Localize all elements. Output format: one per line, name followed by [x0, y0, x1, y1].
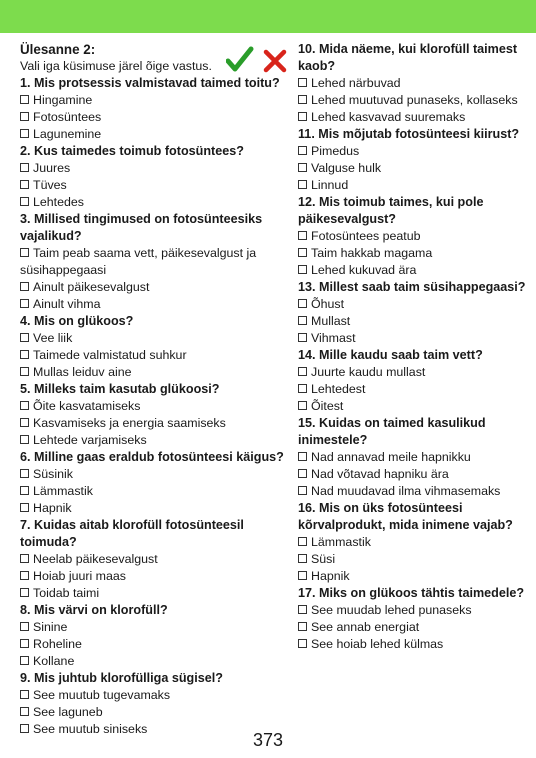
answer-option[interactable] — [20, 483, 292, 500]
answer-option-label: Õite kasvatamiseks — [33, 399, 141, 413]
answer-option-label: Nad võtavad hapniku ära — [311, 467, 449, 481]
answer-option[interactable] — [298, 551, 530, 568]
checkbox-icon[interactable] — [20, 401, 29, 410]
question-text: 16. Mis on üks fotosünteesi kõrvalprodukt, mida inimene vajab? — [298, 501, 513, 532]
question-text: 13. Millest saab taim süsihappegaasi? — [298, 280, 526, 294]
answer-option-label: Lehed kukuvad ära — [311, 263, 417, 277]
checkbox-icon[interactable] — [298, 163, 307, 172]
question-text: 14. Mille kaudu saab taim vett? — [298, 348, 483, 362]
answer-option[interactable] — [20, 687, 292, 704]
answer-option-label: Hoiab juuri maas — [33, 569, 126, 583]
answer-option-label: Toidab taimi — [33, 586, 100, 600]
answer-option[interactable] — [298, 398, 530, 415]
answer-option[interactable] — [298, 262, 530, 279]
checkbox-icon[interactable] — [298, 265, 307, 274]
checkbox-icon[interactable] — [20, 299, 29, 308]
checkbox-icon[interactable] — [20, 248, 29, 257]
checkbox-icon[interactable] — [298, 469, 307, 478]
answer-option-label: Linnud — [311, 178, 349, 192]
checkbox-icon[interactable] — [20, 163, 29, 172]
checkbox-icon[interactable] — [20, 622, 29, 631]
answer-option-label: Hingamine — [33, 93, 93, 107]
question-text: 11. Mis mõjutab fotosünteesi kiirust? — [298, 127, 520, 141]
checkbox-icon[interactable] — [20, 588, 29, 597]
checkbox-icon[interactable] — [298, 248, 307, 257]
answer-option[interactable] — [20, 704, 292, 721]
answer-option[interactable] — [298, 636, 530, 653]
answer-option[interactable] — [298, 143, 530, 160]
checkbox-icon[interactable] — [20, 350, 29, 359]
answer-option[interactable] — [20, 160, 292, 177]
question-text: 6. Milline gaas eraldub fotosünteesi käigus? — [20, 450, 284, 464]
page-number: 373 — [252, 730, 284, 750]
answer-option-label: Taimede valmistatud suhkur — [33, 348, 187, 362]
checkbox-icon[interactable] — [20, 197, 29, 206]
answer-option-label: Lehtedest — [311, 382, 366, 396]
answer-option[interactable] — [298, 75, 530, 92]
checkbox-icon[interactable] — [298, 554, 307, 563]
answer-option[interactable] — [298, 92, 530, 109]
checkbox-icon[interactable] — [298, 401, 307, 410]
checkbox-icon[interactable] — [298, 486, 307, 495]
answer-option-label: Vihmast — [311, 331, 356, 345]
answer-option[interactable] — [298, 245, 530, 262]
answer-option-label: Taim hakkab magama — [311, 246, 433, 260]
answer-option[interactable] — [20, 466, 292, 483]
checkbox-icon[interactable] — [20, 469, 29, 478]
checkbox-icon[interactable] — [20, 554, 29, 563]
question-text: 15. Kuidas on taimed kasulikud inimestele? — [298, 416, 486, 447]
checkbox-icon[interactable] — [298, 299, 307, 308]
top-color-bar — [0, 0, 536, 33]
question-text: 17. Miks on glükoos tähtis taimedele? — [298, 586, 525, 600]
checkbox-icon[interactable] — [298, 622, 307, 631]
checkbox-icon[interactable] — [20, 180, 29, 189]
answer-option-label: Süsinik — [33, 467, 73, 481]
question-text: 5. Milleks taim kasutab glükoosi? — [20, 382, 220, 396]
answer-option-label: Õhust — [311, 297, 345, 311]
answer-option[interactable] — [298, 381, 530, 398]
question-list-left — [20, 75, 292, 738]
answer-option-label: Lämmastik — [311, 535, 371, 549]
answer-option-label: Lehed muutuvad punaseks, kollaseks — [311, 93, 518, 107]
answer-option[interactable] — [20, 432, 292, 449]
answer-option[interactable] — [20, 194, 292, 211]
answer-option-label: Tüves — [33, 178, 67, 192]
answer-option-label: See muutub siniseks — [33, 722, 148, 736]
answer-option[interactable] — [298, 228, 530, 245]
answer-option-label: Ainult vihma — [33, 297, 101, 311]
answer-option-label: Mullast — [311, 314, 351, 328]
answer-option[interactable] — [20, 330, 292, 347]
answer-option[interactable] — [298, 534, 530, 551]
answer-option[interactable] — [20, 585, 292, 602]
checkbox-icon[interactable] — [20, 690, 29, 699]
question-text: 7. Kuidas aitab klorofüll fotosünteesil toimuda? — [20, 518, 244, 549]
answer-option[interactable] — [298, 296, 530, 313]
answer-option-label: Süsi — [311, 552, 336, 566]
checkbox-icon[interactable] — [20, 639, 29, 648]
answer-option-label: Õitest — [311, 399, 344, 413]
answer-option[interactable] — [20, 126, 292, 143]
question-text: 9. Mis juhtub klorofülliga sügisel? — [20, 671, 223, 685]
answer-option[interactable] — [298, 568, 530, 585]
answer-option[interactable] — [20, 245, 292, 279]
answer-option-label: Fotosüntees peatub — [311, 229, 421, 243]
checkbox-icon[interactable] — [20, 707, 29, 716]
answer-option-label: Sinine — [33, 620, 68, 634]
checkbox-icon[interactable] — [298, 112, 307, 121]
checkbox-icon[interactable] — [298, 146, 307, 155]
checkbox-icon[interactable] — [298, 180, 307, 189]
answer-option[interactable] — [298, 177, 530, 194]
checkbox-icon[interactable] — [298, 384, 307, 393]
checkbox-icon[interactable] — [298, 78, 307, 87]
checkbox-icon[interactable] — [298, 639, 307, 648]
answer-option[interactable] — [298, 364, 530, 381]
answer-option[interactable] — [20, 653, 292, 670]
checkbox-icon[interactable] — [298, 571, 307, 580]
answer-option[interactable] — [20, 279, 292, 296]
answer-option-label: Kollane — [33, 654, 75, 668]
answer-option-label: Fotosüntees — [33, 110, 102, 124]
checkbox-icon[interactable] — [20, 571, 29, 580]
answer-option-label: Vee liik — [33, 331, 73, 345]
answer-option-label: Kasvamiseks ja energia saamiseks — [33, 416, 226, 430]
answer-option-label: Hapnik — [33, 501, 72, 515]
question-list-right — [298, 41, 530, 653]
answer-option[interactable] — [298, 619, 530, 636]
answer-option-label: Valguse hulk — [311, 161, 382, 175]
answer-option[interactable] — [20, 398, 292, 415]
answer-option-label: Lehtedes — [33, 195, 84, 209]
answer-option-label: Taim peab saama vett, päikesevalgust ja süsihappegaasi — [20, 246, 257, 277]
answer-option-label: Lehed kasvavad suuremaks — [311, 110, 466, 124]
question-text: 10. Mida näeme, kui klorofüll taimest kaob? — [298, 42, 518, 73]
checkbox-icon[interactable] — [298, 605, 307, 614]
task-instruction: Vali iga küsimuse järel õige vastus. — [20, 59, 212, 73]
checkbox-icon[interactable] — [298, 537, 307, 546]
checkbox-icon[interactable] — [20, 435, 29, 444]
checkbox-icon[interactable] — [298, 367, 307, 376]
question-text: 2. Kus taimedes toimub fotosüntees? — [20, 144, 244, 158]
answer-option[interactable] — [20, 109, 292, 126]
checkbox-icon[interactable] — [20, 503, 29, 512]
answer-option-label: Roheline — [33, 637, 82, 651]
checkbox-icon[interactable] — [20, 367, 29, 376]
task-title: Ülesanne 2: — [20, 42, 96, 57]
checkbox-icon[interactable] — [20, 95, 29, 104]
answer-option[interactable] — [20, 568, 292, 585]
checkbox-icon[interactable] — [298, 316, 307, 325]
answer-marks — [226, 46, 290, 74]
answer-option-label: Nad muudavad ilma vihmasemaks — [311, 484, 501, 498]
answer-option[interactable] — [298, 602, 530, 619]
checkbox-icon[interactable] — [20, 282, 29, 291]
answer-option[interactable] — [20, 177, 292, 194]
checkbox-icon[interactable] — [20, 112, 29, 121]
right-column — [298, 41, 530, 653]
checkbox-icon[interactable] — [20, 333, 29, 342]
answer-option-label: See muudab lehed punaseks — [311, 603, 472, 617]
answer-option-label: Nad annavad meile hapnikku — [311, 450, 471, 464]
question-text: 8. Mis värvi on klorofüll? — [20, 603, 168, 617]
question-text: 4. Mis on glükoos? — [20, 314, 134, 328]
answer-option[interactable] — [298, 449, 530, 466]
checkbox-icon[interactable] — [20, 418, 29, 427]
answer-option-label: Juurte kaudu mullast — [311, 365, 426, 379]
answer-option-label: Mullas leiduv aine — [33, 365, 132, 379]
answer-option[interactable] — [298, 160, 530, 177]
check-icon — [228, 49, 251, 69]
answer-option[interactable] — [298, 330, 530, 347]
answer-option-label: Hapnik — [311, 569, 350, 583]
answer-option-label: See annab energiat — [311, 620, 420, 634]
left-column — [20, 41, 292, 738]
answer-option[interactable] — [20, 551, 292, 568]
answer-option-label: Pimedus — [311, 144, 360, 158]
answer-option[interactable] — [298, 313, 530, 330]
checkbox-icon[interactable] — [20, 656, 29, 665]
answer-option[interactable] — [298, 466, 530, 483]
answer-option-label: Lämmastik — [33, 484, 93, 498]
question-text: 12. Mis toimub taimes, kui pole päikesevalgust? — [298, 195, 484, 226]
answer-option[interactable] — [20, 636, 292, 653]
answer-option-label: Lehtede varjamiseks — [33, 433, 147, 447]
answer-option[interactable] — [298, 483, 530, 500]
question-text: 1. Mis protsessis valmistavad taimed toitu? — [20, 76, 280, 90]
answer-option[interactable] — [20, 415, 292, 432]
answer-option-label: Lehed närbuvad — [311, 76, 401, 90]
checkbox-icon[interactable] — [20, 129, 29, 138]
answer-option[interactable] — [20, 619, 292, 636]
question-text: 3. Millised tingimused on fotosünteesiks vajalikud? — [20, 212, 263, 243]
checkbox-icon[interactable] — [20, 486, 29, 495]
cross-icon — [266, 52, 284, 70]
answer-option-label: See hoiab lehed külmas — [311, 637, 444, 651]
checkbox-icon[interactable] — [298, 333, 307, 342]
answer-option-label: Juures — [33, 161, 71, 175]
checkbox-icon[interactable] — [298, 452, 307, 461]
answer-option[interactable] — [20, 347, 292, 364]
checkbox-icon[interactable] — [298, 231, 307, 240]
answer-option[interactable] — [20, 364, 292, 381]
answer-option[interactable] — [20, 296, 292, 313]
checkbox-icon[interactable] — [298, 95, 307, 104]
answer-option-label: See muutub tugevamaks — [33, 688, 171, 702]
answer-option[interactable] — [20, 92, 292, 109]
answer-option-label: Ainult päikesevalgust — [33, 280, 150, 294]
answer-option[interactable] — [20, 500, 292, 517]
answer-option-label: See laguneb — [33, 705, 103, 719]
answer-option[interactable] — [298, 109, 530, 126]
answer-option-label: Lagunemine — [33, 127, 102, 141]
answer-option-label: Neelab päikesevalgust — [33, 552, 158, 566]
